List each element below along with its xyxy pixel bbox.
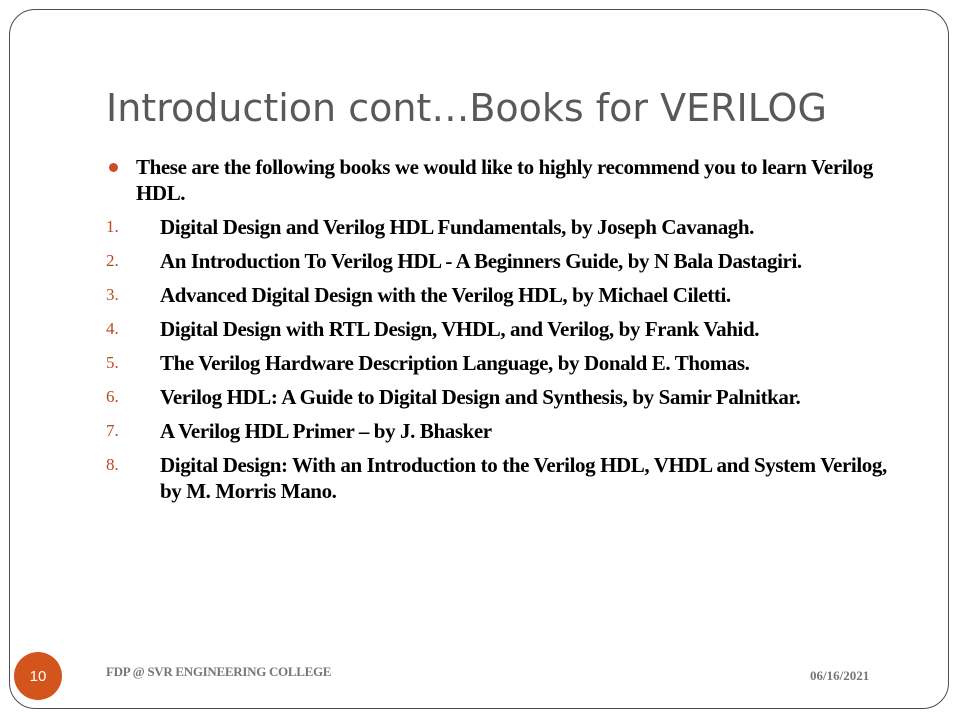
book-title: A Verilog HDL Primer – by J. Bhasker xyxy=(160,419,492,443)
book-number: 3. xyxy=(106,285,119,304)
book-number: 2. xyxy=(106,251,119,270)
book-title: Advanced Digital Design with the Verilog HDL, by Michael Ciletti. xyxy=(160,283,731,307)
book-item xyxy=(106,384,906,410)
book-item xyxy=(106,248,906,274)
book-item xyxy=(106,418,906,444)
book-item xyxy=(106,316,906,342)
book-title: Digital Design with RTL Design, VHDL, and Verilog, by Frank Vahid. xyxy=(160,317,760,341)
book-item xyxy=(106,282,906,308)
book-title: Digital Design: With an Introduction to the Verilog HDL, VHDL and System Verilog, by M. Morris Mano. xyxy=(160,453,887,503)
book-item xyxy=(106,350,906,376)
slide-content xyxy=(106,154,906,512)
book-title: Verilog HDL: A Guide to Digital Design and Synthesis, by Samir Palnitkar. xyxy=(160,385,801,409)
intro-bullet-text: These are the following books we would like to highly recommend you to learn Verilog HDL. xyxy=(136,155,873,205)
book-number: 8. xyxy=(106,455,119,474)
page-number-badge xyxy=(14,652,62,700)
book-number: 6. xyxy=(106,387,119,406)
book-number: 1. xyxy=(106,217,119,236)
book-title: Digital Design and Verilog HDL Fundamentals, by Joseph Cavanagh. xyxy=(160,215,755,239)
book-number: 5. xyxy=(106,353,119,372)
page-number: 10 xyxy=(29,667,47,685)
footer-organization: FDP @ SVR ENGINEERING COLLEGE xyxy=(106,664,332,679)
book-number: 4. xyxy=(106,319,119,338)
book-number: 7. xyxy=(106,421,119,440)
slide-title: Introduction cont…Books for VERILOG xyxy=(106,86,827,130)
intro-bullet xyxy=(106,154,906,206)
bullet-dot-icon xyxy=(109,163,118,172)
footer-date: 06/16/2021 xyxy=(810,668,870,683)
book-item xyxy=(106,214,906,240)
book-title: The Verilog Hardware Description Language, by Donald E. Thomas. xyxy=(160,351,750,375)
book-item xyxy=(106,452,906,504)
book-title: An Introduction To Verilog HDL - A Beginners Guide, by N Bala Dastagiri. xyxy=(160,249,802,273)
